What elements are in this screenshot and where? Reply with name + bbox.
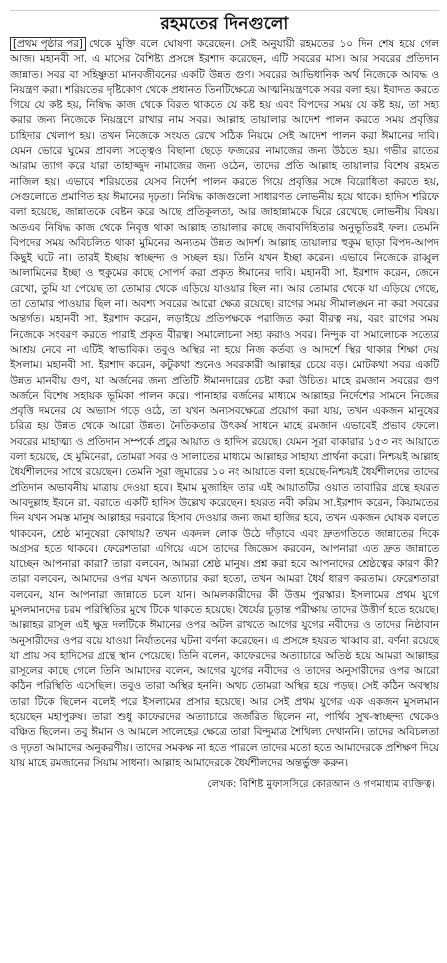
- top-clipped-strip: [10, 2, 439, 11]
- headline-container: [10, 13, 439, 35]
- article-title: রহমতের দিনগুলো: [160, 14, 289, 34]
- author-credit: লেখক: বিশিষ্ট মুফাসসিরে কোরআন ও গণমাধ্যম ব্যক্তিত্ব।: [207, 779, 435, 791]
- article-body: [10, 37, 439, 771]
- article-text: থেকে মুক্তি বলে ঘোষণা করেছেন। সেই অনুযায়ী রহমতের ১০ দিন শেষ হয়ে গেল আজ। মহানবী সা. এ মাসের বৈশিষ্ট্য প্রসঙ্গে ইরশাদ করেছেন, এটি সবরের মাস। আর সবরের প্রতিদান জান্নাত। সবর বা সহিষ্ণুতা মানবজীবনের একটি উন্নত গুণ। সবরের আভিধানিক অর্থ নিজেকে আবদ্ধ ও নিয়ন্ত্রণ করা। শরিয়তের দৃষ্টিকোণ থেকে প্রধানত তিনটিক্ষেত্রে আত্মনিয়ন্ত্রণকে সবর বলা হয়। ইবাদত করতে গিয়ে যে কষ্ট হয়, নিষিদ্ধ কাজ থেকে বিরত থাকতে যে কষ্ট হয় এবং বিপদের সময় যে কষ্ট হয়, তা সহ্য করার জন্য নিজেকে নিয়ন্ত্রণে রাখার নাম সবর। আল্লাহ তায়ালার আদেশ পালন করতে সময় প্রবৃত্তির চাহিদার খেলাপ হয়। তখন নিজেকে সংযত রেখে সঠিক নিয়মে সেই আদেশ পালন করা ঈমানের দাবি। যেমন ভোরে ঘুমের প্রাবল্য সত্ত্বেও বিছানা ছেড়ে ফজরের নামাজের জন্য উঠতে হয়। গভীর রাতের আরাম ত্যাগ করে যারা তাহাজ্জুদ নামাজের জন্য ওঠেন, তাদের প্রতি আল্লাহ তায়ালার বিশেষ রহমত নাজিল হয়। এভাবে শরিয়তের যেসব নির্দেশ পালন করতে গিয়ে প্রবৃত্তির সঙ্গে বিরোধিতা করতে হয়, সেগুলোতে প্রমাণিত হয় ঈমানের দৃঢ়তা। নিষিদ্ধ কাজগুলো সাধারণত লোভনীয় হয়ে থাকে। হাদিস শরিফে বলা হয়েছে, জান্নাতকে বেষ্টন করে আছে প্রতিকূলতা, আর জাহান্নামকে ঘিরে রেখেছে লোভনীয় বিষয়। অতএব নিষিদ্ধ কাজ থেকে নিবৃত্ত থাকা আল্লাহ তায়ালার কাছে জবাবদিহিতার অনুভূতিরই ফল। তেমনি বিপদের সময় অবিচলিত থাকা মুমিনের অন্যতম উন্নত আদর্শ। আল্লাহ তায়ালার হুকুম ছাড়া বিপদ-আপদ কিছুই ঘটে না। তারই ইচ্ছায় স্বাচ্ছন্দ্য ও সচ্ছল হয়। তিনি যখন ইচ্ছা করেন। এভাবে নিজেকে রাব্বুল আলামিনের ইচ্ছা ও হুকুমের কাছে সোপর্দ করা প্রকৃত ঈমানের দাবি। মহানবী সা. ইরশাদ করেন, জেনে রেখো, তুমি যা পেয়েছ তা তোমার থেকে এড়িয়ে যাওয়ার ছিল না। আর তোমার থেকে যা এড়িয়ে গেছে, তা তোমার পাওয়ার ছিল না। অবশ্য সবরের আরো ক্ষেত্র রয়েছে। রাগের সময় সীমালঙ্ঘন না করা সবরের অন্তর্গত। মহানবী সা. ইরশাদ করেন, লড়াইয়ে প্রতিপক্ষকে পরাজিত করা বীরত্ব নয়, বরং রাগের সময় নিজেকে সংবরণ করতে পারাই প্রকৃত বীরত্ব। সমালোচনা সহ্য করাও সবর। নিন্দুক বা সমালোচক সত্যের আশ্রয় নেবে না এটিই স্বাভাবিক। তবুও অস্থির না হয়ে নিজ কর্তব্য ও আদর্শে স্থির থাকার শিক্ষা দেয় ইসলাম। মহানবী সা. ইরশাদ করেন, কটুকথা শুনেও সবরকারী আল্লাহর চেয়ে বড়। মোটকথা সবর একটি উন্নত মানবীয় গুণ, যা অর্জনের জন্য প্রতিটি ঈমানদারের চেষ্টা করা উচিত। মাহে রমজান সবরের গুণ অর্জনে বিশেষ সহায়ক ভূমিকা পালন করে। পানাহার বর্জনের মাধ্যমে আল্লাহর নির্দেশের সামনে নিজের প্রবৃত্তি দমনের যে অভ্যাস গড়ে ওঠে, তা যখন অন্যসবক্ষেত্রে প্রয়োগ করা যায়, তখন একজন মানুষের চরিত্র হয় উন্নত থেকে আরো উন্নত। নৈতিকতার উৎকর্ষ সাধনে মাহে রমজান এভাবেই প্রভাব ফেলে। সবরের মাহাত্ম্য ও প্রতিদান সম্পর্কে প্রচুর আয়াত ও হাদিস রয়েছে। যেমন সূরা বাকারার ১৫৩ নং আয়াতে বলা হয়েছে, হে মুমিনেরা, তোমরা সবর ও সালাতের মাধ্যমে আল্লাহর সাহায্য প্রার্থনা করো। নিশ্চয়ই আল্লাহ ধৈর্যশীলদের সাথে রয়েছেন। তেমনি সূরা জুমারের ১০ নং আয়াতে বলা হয়েছে-নিশ্চয়ই ধৈর্যশীলদের তাদের প্রতিদান অভাবনীয় মাত্রায় দেওয়া হবে। ইমাম মুজাহিদ তার এই আয়াতটির ওয়াত তাবারির গ্রন্থে হযরত আবদুল্লাহ ইবনে রা. বরাতে একটি হাদিস উল্লেখ করেছেন। হযরত নবী করিম সা.ইরশাদ করেন, কিয়ামতের দিন যখন সমস্ত মানুষ আল্লাহর দরবারে হিসাব দেওয়ার জন্য জমা হাজির হবে, তখন একজন ঘোষক বলতে থাকবেন, শ্রেষ্ঠ মানুষেরা কোথায়? তখন একদল লোক উঠে দাঁড়াবে এবং দ্রুতগতিতে জান্নাতের দিকে অগ্রসর হতে থাকবে। ফেরেশতারা এগিয়ে এসে তাদের জিজ্ঞেস করবেন, আপনারা এত দ্রুত জান্নাতে যাচ্ছেন আপনারা কারা? তারা বলবেন, আমরা শ্রেষ্ঠ মানুষ। প্রশ্ন করা হবে আপনাদের শ্রেষ্ঠত্বের কারণ কী? তারা বলবেন, আমাদের ওপর যখন অত্যাচার করা হতো, তখন আমরা ধৈর্য ধারণ করতাম। ফেরেশতারা বলবেন, যান আপনারা জান্নাতে চলে যান। আমলকারীদের কী উত্তম পুরস্কার। ইসলামের প্রথম যুগে মুসলমানদের চরম পরিস্থিতির মুখে টিকে থাকতে হয়েছে। ধৈর্যের চূড়ান্ত পরীক্ষায় তাদের উত্তীর্ণ হতে হয়েছে। আল্লাহর রাসূল এই ক্ষুদ্র দলটিকে ঈমানের ওপর অটল রাখতে আগের যুগের নবীদের ও তাদের নিষ্ঠাবান অনুসারীদের ওপর বয়ে যাওয়া নির্যাতনের ঘটনা বর্ণনা করেছেন। এ প্রসঙ্গে হযরত খাব্বাব রা. বর্ণনা রয়েছে যা প্রায় সব হাদিসের গ্রন্থে স্থান পেয়েছে। তিনি বলেন, কাফেরদের অত্যাচারে অতিষ্ঠ হয়ে আমরা আল্লাহর রাসূলের কাছে গেলে তিনি আমাদের বলেন, আগের যুগের নবীদের ও তাদের অনুসারীদের ওপর আরো কঠিন পরিস্থিতি এসেছিল। তবুও তারা অস্থির হননি। অথচ তোমরা অস্থির হয়ে পড়ছ। সেই কঠিন অবস্থায় তারা টিকে ছিলেন বলেই পরে ইসলামের প্রসার হয়েছে। আর সেই প্রথম যুগের এক একজন মুসলমান হয়েছেন মহাপুরুষ। তারা শুধু কাফেরদের অত্যাচারে জর্জরিত ছিলেন না, পার্থিব সুখ-স্বাচ্ছন্দ্য থেকেও বঞ্চিত ছিলেন। তবু ঈমান ও আমলে সালেহের ক্ষেত্রে তারা বিন্দুমাত্র শৈথিল্য দেখাননি। তাদের অবিচলতা ও দৃঢ়তা আমাদের অনুকরণীয়। তাদের সমকক্ষ না হতে পারলে তাদের মতো হতে আমাদেরকে প্রশিক্ষণ দিয়ে যায় মাহে রমজানের সিয়াম সাধনা। আল্লাহ আমাদেরকে ধৈর্যশীলদের অন্তর্ভুক্ত করুন।: [10, 38, 439, 769]
- continued-from-label: [প্রথম পৃষ্ঠার পর]: [10, 37, 86, 51]
